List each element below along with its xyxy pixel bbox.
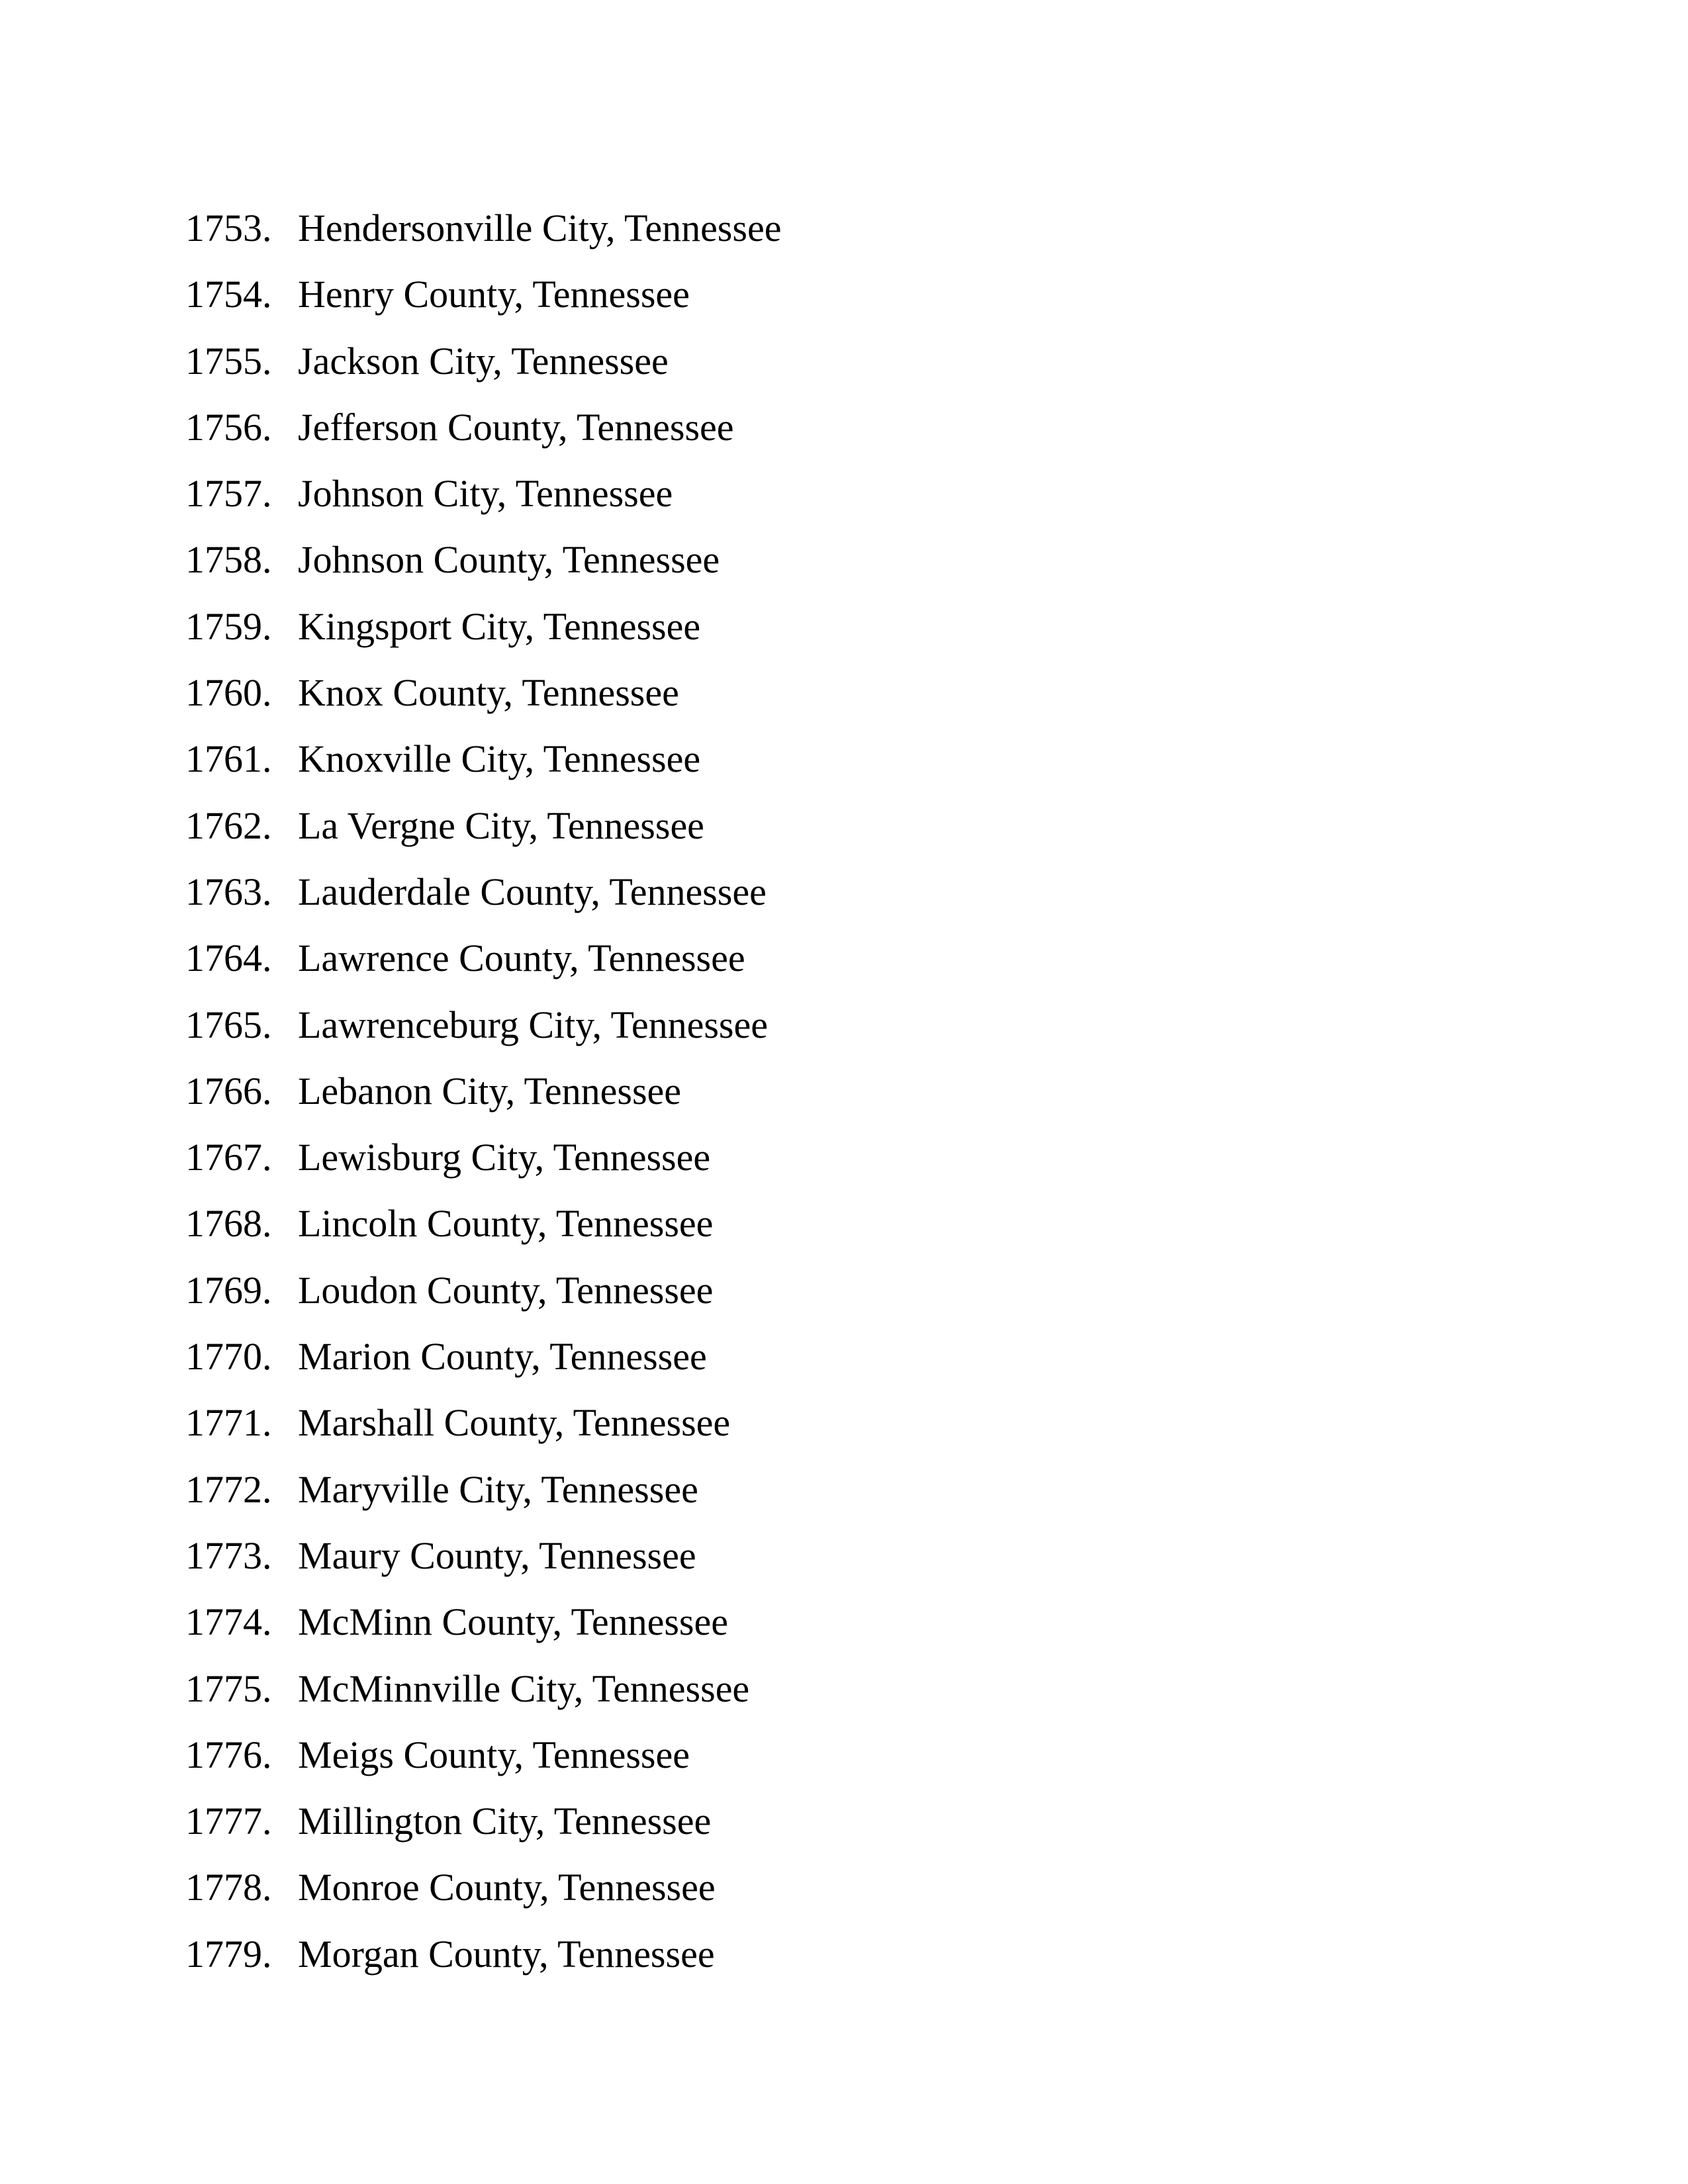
- list-item-number: 1754.: [185, 273, 272, 316]
- list-item-number: 1770.: [185, 1335, 272, 1379]
- list-item-text: Hendersonville City, Tennessee: [298, 206, 782, 250]
- list-item-text: Lewisburg City, Tennessee: [298, 1136, 711, 1179]
- list-item: [185, 1788, 1509, 1854]
- list-item-number: 1765.: [185, 1003, 272, 1046]
- list-item: [185, 1390, 1509, 1456]
- list-item-number: 1766.: [185, 1069, 272, 1113]
- list-item-number: 1760.: [185, 671, 272, 715]
- list-item-number: 1761.: [185, 737, 272, 781]
- list-item: [185, 793, 1509, 859]
- list-item: [185, 1457, 1509, 1523]
- list-item: [185, 1523, 1509, 1589]
- list-item-text: Johnson City, Tennessee: [298, 472, 673, 516]
- list-item-text: Maury County, Tennessee: [298, 1533, 696, 1577]
- list-item-number: 1778.: [185, 1866, 272, 1909]
- list-item-text: Lawrence County, Tennessee: [298, 936, 745, 980]
- list-item: [185, 1921, 1509, 1987]
- list-item: [185, 1257, 1509, 1324]
- list-item-number: 1769.: [185, 1268, 272, 1312]
- list-item-number: 1774.: [185, 1600, 272, 1644]
- list-item-text: Millington City, Tennessee: [298, 1799, 712, 1843]
- list-item-number: 1772.: [185, 1467, 272, 1511]
- list-item: [185, 261, 1509, 328]
- list-item-number: 1756.: [185, 405, 272, 449]
- list-item: [185, 328, 1509, 394]
- list-item-text: McMinn County, Tennessee: [298, 1600, 728, 1644]
- list-item: [185, 394, 1509, 461]
- list-item-number: 1753.: [185, 206, 272, 250]
- list-item-text: Jefferson County, Tennessee: [298, 405, 734, 449]
- list-item-text: Maryville City, Tennessee: [298, 1467, 698, 1511]
- list-item: [185, 925, 1509, 991]
- list-item: [185, 1656, 1509, 1722]
- list-item-number: 1777.: [185, 1799, 272, 1843]
- list-item-number: 1779.: [185, 1932, 272, 1976]
- list-item: [185, 1854, 1509, 1921]
- list-item-text: Monroe County, Tennessee: [298, 1866, 716, 1909]
- list-item: [185, 1124, 1509, 1191]
- list-item: [185, 1324, 1509, 1390]
- list-item-text: Johnson County, Tennessee: [298, 538, 720, 582]
- list-item-text: Lauderdale County, Tennessee: [298, 870, 767, 913]
- list-item-number: 1767.: [185, 1136, 272, 1179]
- list-item-number: 1762.: [185, 803, 272, 847]
- list-item-text: Meigs County, Tennessee: [298, 1733, 690, 1776]
- list-item-text: Lebanon City, Tennessee: [298, 1069, 682, 1113]
- list-item-number: 1758.: [185, 538, 272, 582]
- list-item: [185, 660, 1509, 726]
- list-item: [185, 461, 1509, 527]
- list-item-number: 1775.: [185, 1666, 272, 1710]
- list-item-number: 1764.: [185, 936, 272, 980]
- list-item-number: 1755.: [185, 339, 272, 383]
- list-item-text: Jackson City, Tennessee: [298, 339, 669, 383]
- list-item-text: Knox County, Tennessee: [298, 671, 679, 715]
- list-item: [185, 1058, 1509, 1124]
- list-item: [185, 1589, 1509, 1655]
- list-item-text: Henry County, Tennessee: [298, 273, 690, 316]
- list-item: [185, 726, 1509, 792]
- list-item-number: 1768.: [185, 1202, 272, 1246]
- numbered-list: [185, 195, 1509, 1987]
- list-item: [185, 195, 1509, 261]
- list-item-text: Marion County, Tennessee: [298, 1335, 707, 1379]
- list-item-number: 1763.: [185, 870, 272, 913]
- list-item-number: 1776.: [185, 1733, 272, 1776]
- list-item-text: McMinnville City, Tennessee: [298, 1666, 750, 1710]
- list-item-text: Lincoln County, Tennessee: [298, 1202, 714, 1246]
- list-item-text: Knoxville City, Tennessee: [298, 737, 701, 781]
- list-item-text: La Vergne City, Tennessee: [298, 803, 704, 847]
- list-item-number: 1759.: [185, 604, 272, 648]
- list-item-text: Kingsport City, Tennessee: [298, 604, 701, 648]
- list-item: [185, 594, 1509, 660]
- list-item: [185, 859, 1509, 925]
- list-item-number: 1771.: [185, 1401, 272, 1445]
- list-item: [185, 992, 1509, 1058]
- list-item: [185, 527, 1509, 593]
- list-item-text: Lawrenceburg City, Tennessee: [298, 1003, 768, 1046]
- list-item-text: Loudon County, Tennessee: [298, 1268, 714, 1312]
- list-item-text: Morgan County, Tennessee: [298, 1932, 715, 1976]
- list-item-number: 1757.: [185, 472, 272, 516]
- list-item: [185, 1722, 1509, 1788]
- list-item-number: 1773.: [185, 1533, 272, 1577]
- list-item: [185, 1191, 1509, 1257]
- list-item-text: Marshall County, Tennessee: [298, 1401, 731, 1445]
